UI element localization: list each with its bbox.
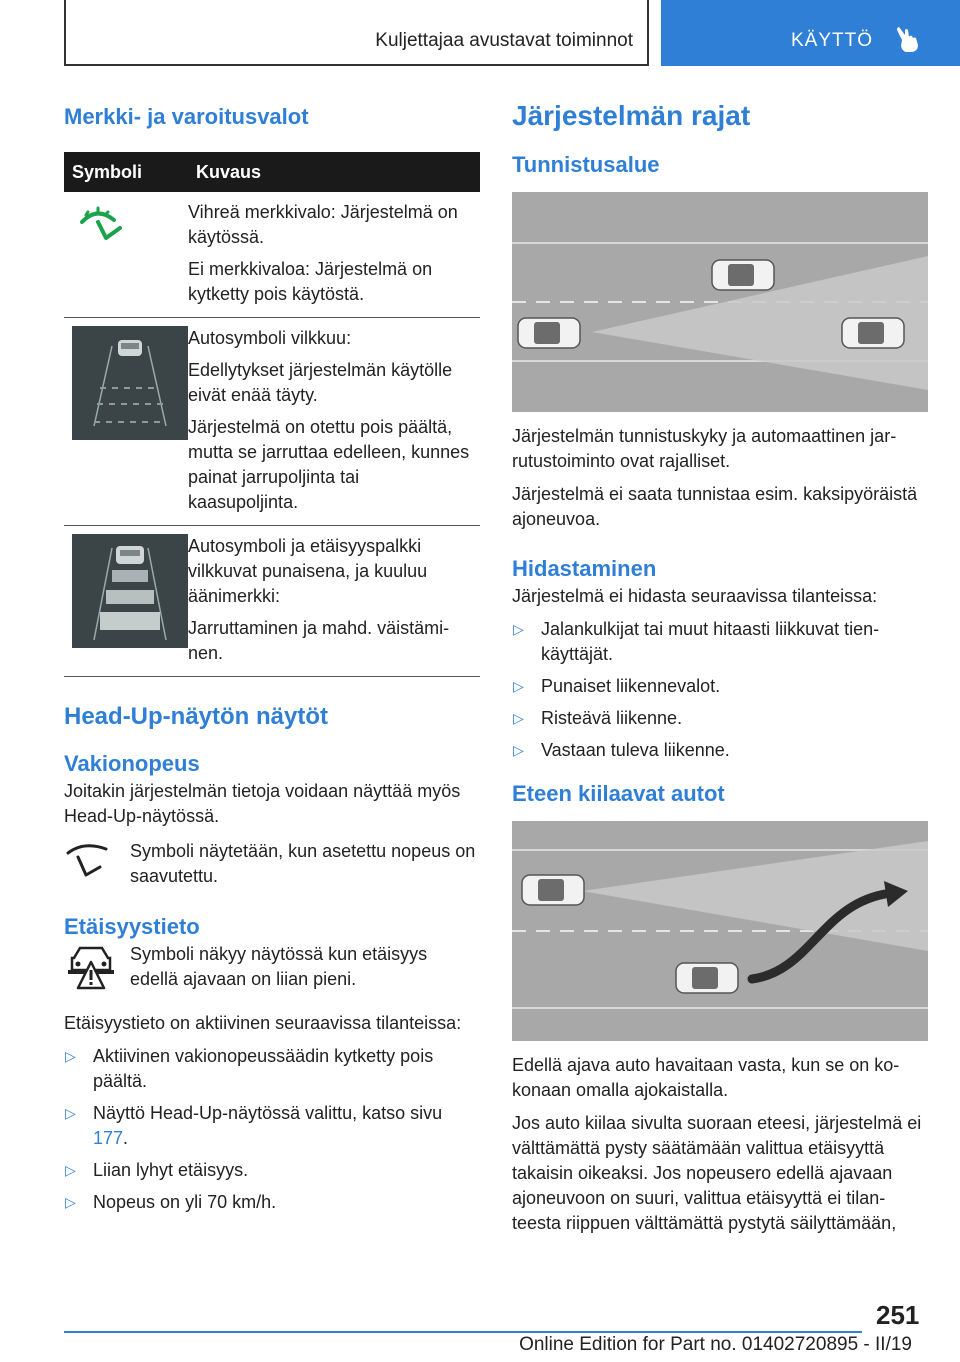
lights-heading: Merkki- ja varoitusvalot [64,104,309,129]
header-chapter-tab[interactable] [661,0,960,66]
triangle-bullet-icon: ▷ [65,1194,76,1210]
footer-edition: Online Edition for Part no. 01402720895 - II/19 [519,1334,912,1355]
page-header [64,0,960,66]
speed-heading: Vakionopeus [64,751,200,776]
detection-range-figure [512,192,928,412]
car-front-right-image [842,318,904,348]
header-chapter-label: KÄYTTÖ [791,30,874,51]
pointing-hand-icon [896,25,922,53]
list-item: ▷ Vastaan tuleva liikenne. [512,738,928,763]
table-row [64,192,480,318]
speed-symbol-text: Symboli näytetään, kun asetettu nopeus on saavutettu. [130,841,476,886]
speed-text: Joitakin järjestelmän tietoja voidaan näyttää myös Head-Up-näytössä. [64,781,461,826]
col-symbol: Symboli [64,152,188,192]
cutin-text-2: Jos auto kiilaa sivulta suoraan eteesi, järjestelmä ei välttämättä pysty säätämään valittua etäisyyttä takaisin oikeaksi. Jos nopeusero edellä ajavaan ajoneuvoon on suuri, valittua etäisyyttä ei tilanteesta riippuen välttämättä pystytä säilyttämään, [512,1113,922,1233]
header-section-box [64,0,649,66]
list-item: ▷ Liian lyhyt etäisyys. [64,1158,480,1183]
distance-symbol-row [64,942,480,995]
symbol-table-header [64,152,480,192]
right-column [512,100,928,1236]
cutting-in-car-image [676,963,738,993]
list-item: ▷ Aktiivinen vakionopeussäädin kytketty pois päältä. [65,1046,434,1091]
row1-line2: Ei merkkivaloa: Järjestelmä on kytketty pois käytöstä. [188,259,433,304]
slow-text: Järjestelmä ei hidasta seuraavissa tilanteissa: [512,586,878,606]
list-item: ▷ Punaiset liikennevalot. [512,674,928,699]
range-heading: Tunnistusalue [512,152,660,177]
symbol-table [64,152,480,677]
distance-bar-symbol-image [72,534,188,648]
cutin-text-1: Edellä ajava auto havaitaan vasta, kun se on kokonaan omalla ajokaistalla. [512,1055,900,1100]
car-adjacent-lane-image [712,260,774,290]
slow-heading: Hidastaminen [512,556,657,581]
hud-heading: Head-Up-näytön näytöt [64,703,328,730]
row2-line1: Autosymboli vilkkuu: [188,328,352,348]
cutin-heading: Eteen kiilaavat autot [512,781,725,806]
range-text-2: Järjestelmä ei saata tunnistaa esim. kaksipyöräistä ajoneuvoa. [512,484,918,529]
triangle-bullet-icon: ▷ [65,1048,76,1064]
footer-divider [64,1331,862,1333]
speed-reached-icon [64,839,114,885]
car-rear-left-image [518,318,580,348]
range-text-1: Järjestelmän tunnistuskyky ja automaattinen jarrutustoiminto ovat rajalliset. [512,426,897,471]
col-description: Kuvaus [188,152,480,192]
table-row [64,526,480,677]
list-item: ▷ Näyttö Head-Up-näytössä valittu, katso sivu 177. [65,1103,443,1148]
list-item: ▷ Jalankulkijat tai muut hitaasti liikkuvat tienkäyttäjät. [513,619,880,664]
slow-conditions-list [512,617,928,763]
distance-active-text: Etäisyystieto on aktiivinen seuraavissa tilanteissa: [64,1013,462,1033]
distance-symbol-text: Symboli näkyy näytössä kun etäisyys edellä ajavaan on liian pieni. [130,944,428,989]
distance-conditions-list [64,1044,480,1215]
triangle-bullet-icon: ▷ [513,621,524,637]
triangle-bullet-icon: ▷ [65,1162,76,1178]
triangle-bullet-icon: ▷ [513,742,524,758]
row3-line2: Jarruttaminen ja mahd. väistäminen. [188,618,450,663]
list-item: ▷ Nopeus on yli 70 km/h. [64,1190,480,1215]
row2-line3: Järjestelmä on otettu pois päältä, mutta se jarruttaa edelleen, kunnes painat jarrupoljinta tai kaasupoljinta. [188,417,470,512]
row3-line1: Autosymboli ja etäisyyspalkki vilkkuvat punaisena, ja kuuluu äänimerkki: [188,536,428,606]
row2-line2: Edellytykset järjestelmän käytölle eivät enää täyty. [188,360,453,405]
green-cruise-indicator-icon [72,200,132,250]
header-section-title: Kuljettajaa avustavat toiminnot [375,30,633,51]
distance-heading: Etäisyystieto [64,914,200,939]
page-number: 251 [876,1300,920,1330]
triangle-bullet-icon: ▷ [65,1105,76,1121]
cut-in-figure [512,821,928,1041]
speed-symbol-row [64,839,480,890]
left-column [64,100,480,1222]
page-link[interactable]: 177 [93,1128,124,1148]
list-item: ▷ Risteävä liikenne. [512,706,928,731]
table-row [64,318,480,526]
row1-line1: Vihreä merkkivalo: Järjestelmä on käytössä. [188,202,458,247]
distance-warning-car-icon [64,942,118,990]
own-car-image [522,875,584,905]
flashing-car-symbol-image [72,326,188,440]
triangle-bullet-icon: ▷ [513,710,524,726]
triangle-bullet-icon: ▷ [513,678,524,694]
limits-heading: Järjestelmän rajat [512,100,751,131]
